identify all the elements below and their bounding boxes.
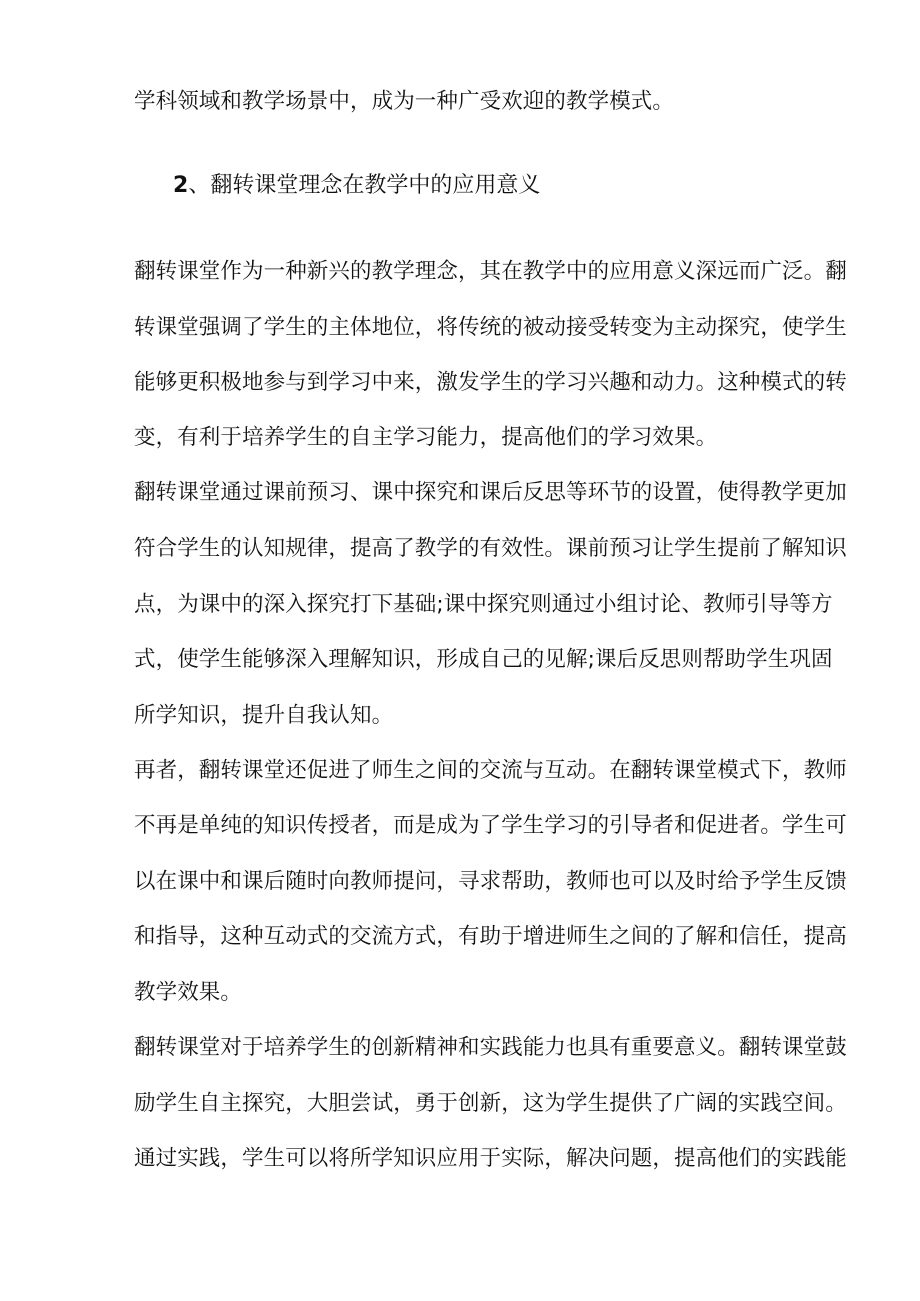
paragraph-line: 式，使学生能够深入理解知识，形成自己的见解;课后反思则帮助学生巩固 (134, 647, 833, 672)
section-heading (173, 172, 540, 200)
paragraph-line: 励学生自主探究，大胆尝试，勇于创新，这为学生提供了广阔的实践空间。 (134, 1091, 847, 1116)
section-title: 翻转课堂理念在教学中的应用意义 (210, 173, 541, 198)
paragraph-line: 变，有利于培养学生的自主学习能力，提高他们的学习效果。 (134, 425, 718, 450)
paragraph-line: 符合学生的认知规律，提高了教学的有效性。课前预习让学生提前了解知识 (134, 536, 847, 561)
intro-tail-line: 学科领域和教学场景中，成为一种广受欢迎的教学模式。 (134, 89, 675, 114)
paragraph-line: 所学知识，提升自我认知。 (134, 703, 394, 728)
paragraph-line: 能够更积极地参与到学习中来，激发学生的学习兴趣和动力。这种模式的转 (134, 370, 847, 395)
paragraph-line: 以在课中和课后随时向教师提问，寻求帮助，教师也可以及时给予学生反馈 (134, 869, 847, 894)
paragraph-line: 教学效果。 (134, 980, 243, 1005)
paragraph-line: 翻转课堂通过课前预习、课中探究和课后反思等环节的设置，使得教学更加 (134, 480, 847, 505)
paragraph-line: 翻转课堂对于培养学生的创新精神和实践能力也具有重要意义。翻转课堂鼓 (134, 1035, 847, 1060)
section-separator: 、 (188, 173, 211, 198)
paragraph-line: 转课堂强调了学生的主体地位，将传统的被动接受转变为主动探究，使学生 (134, 315, 847, 340)
paragraph-line: 翻转课堂作为一种新兴的教学理念，其在教学中的应用意义深远而广泛。翻 (134, 259, 847, 284)
paragraph-line: 和指导，这种互动式的交流方式，有助于增进师生之间的了解和信任，提高 (134, 924, 847, 949)
paragraph-line: 不再是单纯的知识传授者，而是成为了学生学习的引导者和促进者。学生可 (134, 813, 847, 838)
paragraph-line: 通过实践，学生可以将所学知识应用于实际，解决问题，提高他们的实践能 (134, 1146, 847, 1171)
section-number: 2 (173, 173, 189, 198)
paragraph-line: 点，为课中的深入探究打下基础;课中探究则通过小组讨论、教师引导等方 (134, 592, 833, 617)
paragraph-line: 再者，翻转课堂还促进了师生之间的交流与互动。在翻转课堂模式下，教师 (134, 758, 847, 783)
